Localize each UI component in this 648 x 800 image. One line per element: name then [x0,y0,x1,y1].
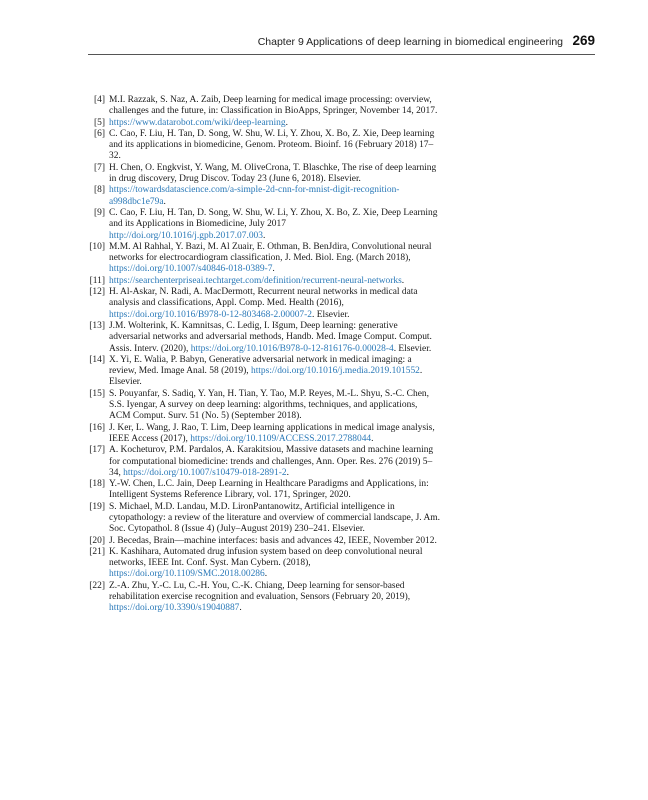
reference-body [109,389,440,423]
reference-tail: . [262,230,266,241]
reference-body [109,118,440,129]
reference-body [109,185,440,208]
reference-item [88,355,440,389]
reference-text: J.M. Wolterink, K. Kamnitsas, C. Ledig, I. Išgum, Deep learning: generative adversarial networks and adversarial methods, Handb. Med. Image Comput. Comput. Assis. Interv. (2020), [109,320,432,354]
reference-body [109,287,440,321]
reference-number: [13] [89,320,105,331]
reference-item [88,445,440,479]
chapter-title: Chapter 9 Applications of deep learning in biomedical engineering [257,36,563,48]
reference-body [109,445,440,479]
reference-text: S. Michael, M.D. Landau, M.D. LironPantanowitz, Artificial intelligence in cytopathology: a review of the literature and overview of commercial landscape, J. Am. Soc. Cytopathol. 8 (Issue 4) (July–August 2019) 230–241. Elsevier. [109,501,440,535]
reference-text: X. Yi, E. Walia, P. Babyn, Generative adversarial network in medical imaging: a review, Med. Image Anal. 58 (2019), [109,354,412,377]
reference-item [88,547,440,581]
reference-number: [18] [89,479,105,490]
reference-number: [5] [93,117,105,128]
reference-link[interactable]: https://doi.org/10.1016/j.media.2019.101552 [250,366,420,377]
page-number: 269 [572,33,595,48]
reference-item [88,536,440,547]
reference-body [109,276,440,287]
reference-link[interactable]: https://www.datarobot.com/wiki/deep-learning [109,117,286,128]
reference-item [88,389,440,423]
reference-list [88,95,440,615]
reference-text: K. Kashihara, Automated drug infusion system based on deep convolutional neural networks, IEEE Int. Conf. Syst. Man Cybern. (2018), [109,546,423,569]
reference-item [88,276,440,287]
reference-body [109,129,440,163]
reference-tail: . Elsevier. [109,366,423,388]
reference-body [109,163,440,186]
running-header [88,34,595,55]
reference-link[interactable]: https://towardsdatascience.com/a-simple-2d-cnn-for-mnist-digit-recognition-a998dbc1e79a [109,185,400,207]
reference-item [88,479,440,502]
reference-body [109,536,440,547]
reference-number: [22] [89,580,105,591]
reference-text: Y.-W. Chen, L.C. Jain, Deep Learning in Healthcare Paradigms and Applications, in: Intelligent Systems Reference Library, vol. 171, Springer, 2020. [109,479,429,501]
reference-number: [14] [89,354,105,365]
reference-item [88,118,440,129]
reference-number: [9] [93,207,105,218]
reference-tail: . [239,603,242,614]
reference-text: J. Ker, L. Wang, J. Rao, T. Lim, Deep learning applications in medical image analysis, IEEE Access (2017), [109,422,435,444]
reference-text: C. Cao, F. Liu, H. Tan, D. Song, W. Shu, W. Li, Y. Zhou, X. Bo, Z. Xie, Deep learning and its applications in biomedicine, Genom. Proteom. Bioinf. 16 (February 2018) 17–32. [109,128,435,162]
reference-body [109,242,440,276]
reference-tail: . [163,196,166,207]
reference-item [88,502,440,536]
reference-text: C. Cao, F. Liu, H. Tan, D. Song, W. Shu, W. Li, Y. Zhou, X. Bo, Z. Xie, Deep Learning and its Applications in Biomedicine, July 2017 [109,207,438,230]
reference-body [109,208,440,242]
reference-tail: . [272,264,275,275]
reference-tail: . Elsevier. [393,343,432,354]
reference-tail: . [286,467,289,478]
reference-body [109,355,440,389]
reference-body [109,502,440,536]
reference-text: H. Al-Askar, N. Radi, A. MacDermott, Recurrent neural networks in medical data analysis and classifications, Appl. Comp. Med. Health (2016), [109,287,418,309]
reference-link[interactable]: https://doi.org/10.1016/B978-0-12-803468-2.00007-2 [109,309,312,320]
reference-text: S. Pouyanfar, S. Sadiq, Y. Yan, H. Tian, Y. Tao, M.P. Reyes, M.-L. Shyu, S.-C. Chen, S.S. Iyengar, A survey on deep learning: algorithms, techniques, and applications, ACM Comput. Surv. 51 (No. 5) (September 2018). [109,388,429,422]
reference-body [109,423,440,446]
reference-number: [11] [89,275,105,286]
reference-tail: . [401,275,405,286]
reference-text: M.I. Razzak, S. Naz, A. Zaib, Deep learning for medical image processing: overview, challenges and the future, in: Classification in BioApps, Springer, November 14, 2017. [109,95,438,117]
reference-text: J. Becedas, Brain—machine interfaces: basis and advances 42, IEEE, November 2012. [109,535,437,546]
reference-link[interactable]: https://doi.org/10.3390/s19040887 [109,603,240,614]
reference-tail: . [285,117,288,128]
reference-number: [15] [89,388,105,399]
reference-number: [4] [93,95,105,105]
reference-item [88,581,440,615]
reference-number: [16] [89,422,105,433]
reference-number: [7] [93,162,105,173]
reference-item [88,287,440,321]
reference-body [109,321,440,355]
reference-link[interactable]: https://doi.org/10.1109/SMC.2018.00286 [109,569,265,580]
reference-number: [8] [93,185,105,196]
reference-body [109,95,440,118]
reference-link[interactable]: https://doi.org/10.1016/B978-0-12-816176-0.00028-4 [190,343,394,354]
reference-link[interactable]: https://doi.org/10.1007/s40846-018-0389-7 [109,264,273,275]
reference-text: H. Chen, O. Engkvist, Y. Wang, M. OliveCrona, T. Blaschke, The rise of deep learning in drug discovery, Drug Discov. Today 23 (June 6, 2018). Elsevier. [109,162,437,185]
reference-item [88,129,440,163]
reference-number: [12] [89,287,105,298]
reference-text: M.M. Al Rahhal, Y. Bazi, M. Al Zuair, E. Othman, B. BenJdira, Convolutional neural networks for electrocardiogram classification, J. Med. Biol. Eng. (March 2018), [109,241,432,264]
reference-link[interactable]: https://searchenterpriseai.techtarget.com/definition/recurrent-neural-networks [109,275,402,286]
reference-item [88,163,440,186]
reference-text: Z.-A. Zhu, Y.-C. Lu, C.-H. You, C.-K. Chiang, Deep learning for sensor-based rehabilitation exercise recognition and evaluation, Sensors (February 20, 2019), [109,580,411,603]
reference-link[interactable]: https://doi.org/10.1109/ACCESS.2017.2788044 [190,433,372,444]
reference-tail: . [371,433,374,444]
reference-item [88,321,440,355]
reference-link[interactable]: http://doi.org/10.1016/j.gpb.2017.07.003 [109,230,263,241]
reference-item [88,185,440,208]
reference-item [88,242,440,276]
reference-number: [17] [89,445,105,456]
reference-body [109,547,440,581]
reference-item [88,95,440,118]
reference-number: [6] [93,128,105,139]
reference-tail: . [264,569,268,580]
reference-tail: . Elsevier. [312,309,350,320]
reference-number: [10] [89,241,105,252]
reference-text: A. Kocheturov, P.M. Pardalos, A. Karakitsiou, Massive datasets and machine learning for computational biomedicine: trends and challenges, Ann. Oper. Res. 276 (2019) 5–34, [109,445,434,478]
reference-link[interactable]: https://doi.org/10.1007/s10479-018-2891-2 [123,467,287,478]
reference-number: [20] [89,535,105,546]
reference-number: [19] [89,501,105,512]
reference-item [88,423,440,446]
reference-item [88,208,440,242]
reference-number: [21] [89,546,105,557]
reference-body [109,479,440,502]
reference-body [109,581,440,615]
